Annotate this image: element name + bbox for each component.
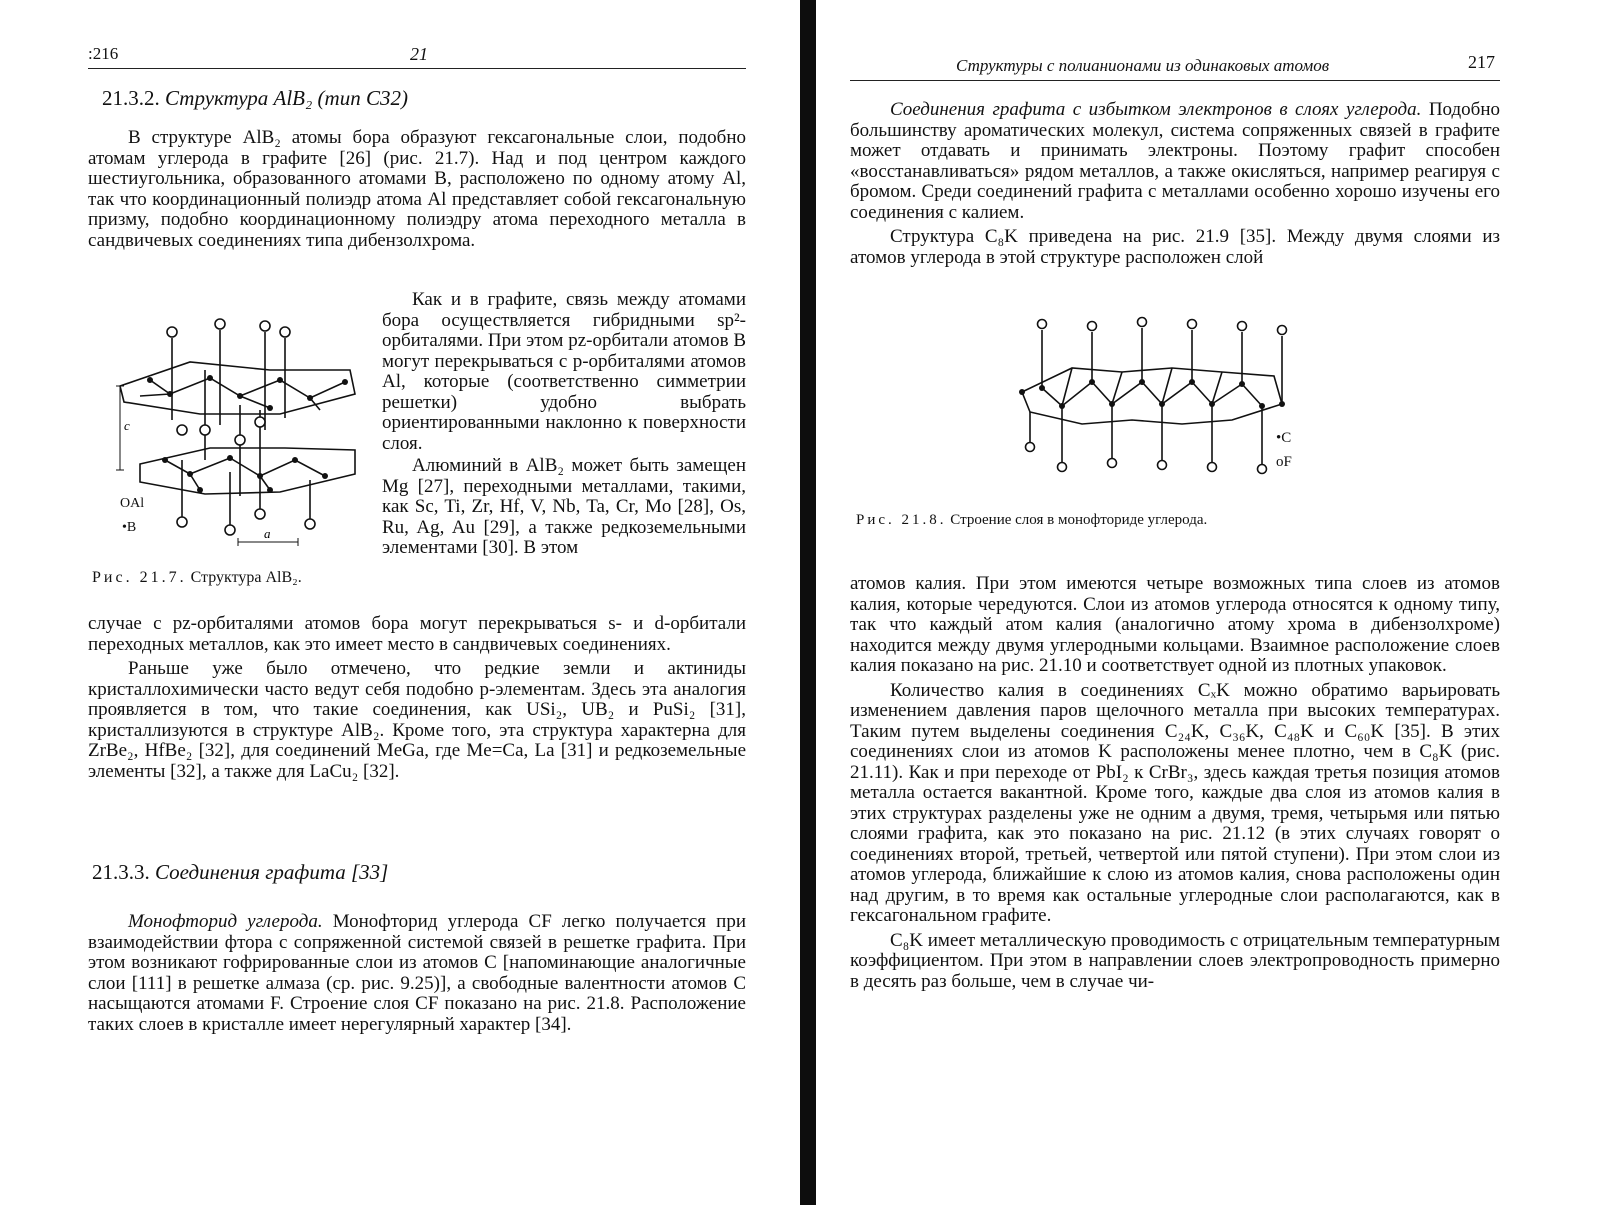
legend-c: •C (1276, 430, 1292, 446)
paragraph-text: C₈K имеет металлическую проводимость с отрицательным температурным коэффициентом. При этом в направлении слоев электропроводность примерно в десять раз больше, чем в случае чи- (850, 929, 1500, 992)
paragraph-graphite-electrons (850, 100, 1500, 268)
paragraph-text: Структура C₈K приведена на рис. 21.9 [35]. Между двумя слоями из атомов углерода в этой структуре расположен слой (850, 226, 1500, 268)
right-page (816, 0, 1600, 1205)
paragraph-potassium (850, 574, 1500, 992)
paragraph-text: Как и в графите, связь между атомами бора осуществляется гибридными sp²-орбиталями. При этом pz-орбитали атомов B могут перекрываться с p-орбиталями атомов Al, которые (соответственно симметрии решетки) удобно выбрать ориентированными наклонно к поверхности слоя. (382, 289, 746, 454)
paragraph-text: Количество калия в соединениях CₓK можно обратимо варьировать изменением давления паров щелочного металла при высоких температурах. Таким путем выделены соединения C₂₄K, C₃₆K, C₄₈K и C₆₀K [35]. В этих соединениях слои из атомов K расположены менее плотно, чем в C₈K (рис. 21.11). Как и при переходе от PbI₂ к CrBr₃, здесь каждая третья позиция атомов металла остается вакантной. Кроме того, каждые два слоя из атомов калия в этих структурах разделены уже не одним а двумя, тремя, четырьмя или пятью слоями графита, как это показано на рис. 21.12 (в этих случаях говорят о соединениях второй, третьей, четвертой или пятой ступени). При этом слои из атомов углерода, ближайшие к слою из атомов калия, снова расположены один над другим, в то время как остальные углеродные слои располагаются, как в гексагональном графите. (850, 679, 1500, 926)
a-axis-label: a (264, 526, 271, 541)
section-title: Соединения графита [33] (155, 860, 389, 884)
page-number: 217 (1468, 52, 1495, 72)
lead-in: Соединения графита с избытком электронов в слоях углерода. (890, 99, 1422, 120)
section-number: 21.3.3. (92, 860, 150, 884)
c-axis-label: c (124, 418, 130, 433)
figure-21-8-diagram (1012, 312, 1312, 482)
legend-f: oF (1276, 454, 1292, 470)
page-number: :216 (88, 44, 119, 63)
header-rule (88, 68, 746, 69)
paragraph-text: Алюминий в AlB₂ может быть замещен Mg [27], переходными металлами, такими, как Sc, Ti, Zr, Hf, V, Nb, Ta, Cr, Mo [28], Os, Ru, Ag, Au [29], а также редкоземельными элементами [30]. В этом (382, 455, 746, 558)
book-spine (800, 0, 816, 1205)
section-heading-21-3-3 (92, 860, 388, 885)
running-head: Структуры с полианионами из одинаковых атомов (956, 56, 1330, 75)
legend-al: OAl (120, 496, 145, 511)
legend-b: •B (122, 520, 137, 535)
paragraph-text: Раньше уже было отмечено, что редкие земли и актиниды кристаллохимически часто ведут себя подобно p-элементам. Здесь эта аналогия проявляется в том, что такие соединения, как USi₂, UB₂ и PuSi₂ [31], кристаллизуются в структуре AlB₂. Кроме того, эта структура характерна для ZrBe₂, HfBe₂ [32], для соединений MeGa, где Me=Ca, La [31] и редкоземельные элементы [32], а также для LaCu₂ [32]. (88, 658, 746, 782)
caption-text: Структура AlB₂. (190, 569, 302, 586)
chapter-number: 21 (410, 44, 428, 64)
caption-text: Строение слоя в монофториде углерода. (950, 512, 1208, 528)
paragraph-bonding (382, 290, 746, 559)
section-title: Структура AlB₂ (тип C32) (165, 86, 408, 110)
caption-label: Рис. 21.8. (856, 512, 947, 528)
caption-label: Рис. 21.7. (92, 569, 187, 586)
paragraph-text: случае с pz-орбиталями атомов бора могут перекрываться s- и d-орбитали переходных металлов, как это имеет место в сандвичевых соединениях. (88, 613, 746, 655)
figure-21-7-diagram (110, 310, 380, 550)
section-number: 21.3.2. (102, 86, 160, 110)
paragraph-text: Монофторид углерода CF легко получается при взаимодействии фтора с сопряженной системой связей в решетке графита. При этом возникают гофрированные слои из атомов C [напоминающие аналогичные слои [111] в решетке алмаза (ср. рис. 9.25)], а свободные валентности атомов C насыщаются атомами F. Строение слоя CF показано на рис. 21.8. Расположение таких слоев в кристалле имеет нерегулярный характер [34]. (88, 911, 746, 1035)
lead-in: Монофторид углерода. (128, 911, 323, 932)
paragraph-alb2-structure (88, 128, 746, 251)
paragraph-text: В структуре AlB₂ атомы бора образуют гексагональные слои, подобно атомам углерода в графите [26] (рис. 21.7). Над и под центром каждого шестиугольника, образованного атомами B, расположено по одному атому Al, так что координационный полиэдр атома Al представляет собой гексагональную призму, подобно координационному полиэдру атома переходного металла в сандвичевых соединениях типа дибензолхрома. (88, 127, 746, 251)
figure-21-8-caption (856, 512, 1207, 529)
section-heading-21-3-2 (102, 86, 408, 111)
header-rule (850, 80, 1500, 81)
paragraph-text: Подобно большинству ароматических молекул, система сопряженных связей в графите может отдавать и принимать электроны. Поэтому графит способен «восстанавливаться» рядом металлов, а также окисляться, например реагируя с бромом. Среди соединений графита с металлами особенно хорошо изучены его соединения с калием. (850, 99, 1501, 223)
paragraph-monofluoride (88, 912, 746, 1035)
paragraph-text: атомов калия. При этом имеются четыре возможных типа слоев из атомов калия, которые чередуются. Слои из атомов углерода относятся к одному типу, так что каждый атом калия (аналогично атому хрома в дибензолхроме) находится между двумя углеродными кольцами. Взаимное расположение слоев калия показано на рис. 21.10 и соответствует одной из плотных упаковок. (850, 573, 1500, 676)
figure-21-7-caption (92, 569, 302, 587)
paragraph-substitution-cont (88, 614, 746, 782)
